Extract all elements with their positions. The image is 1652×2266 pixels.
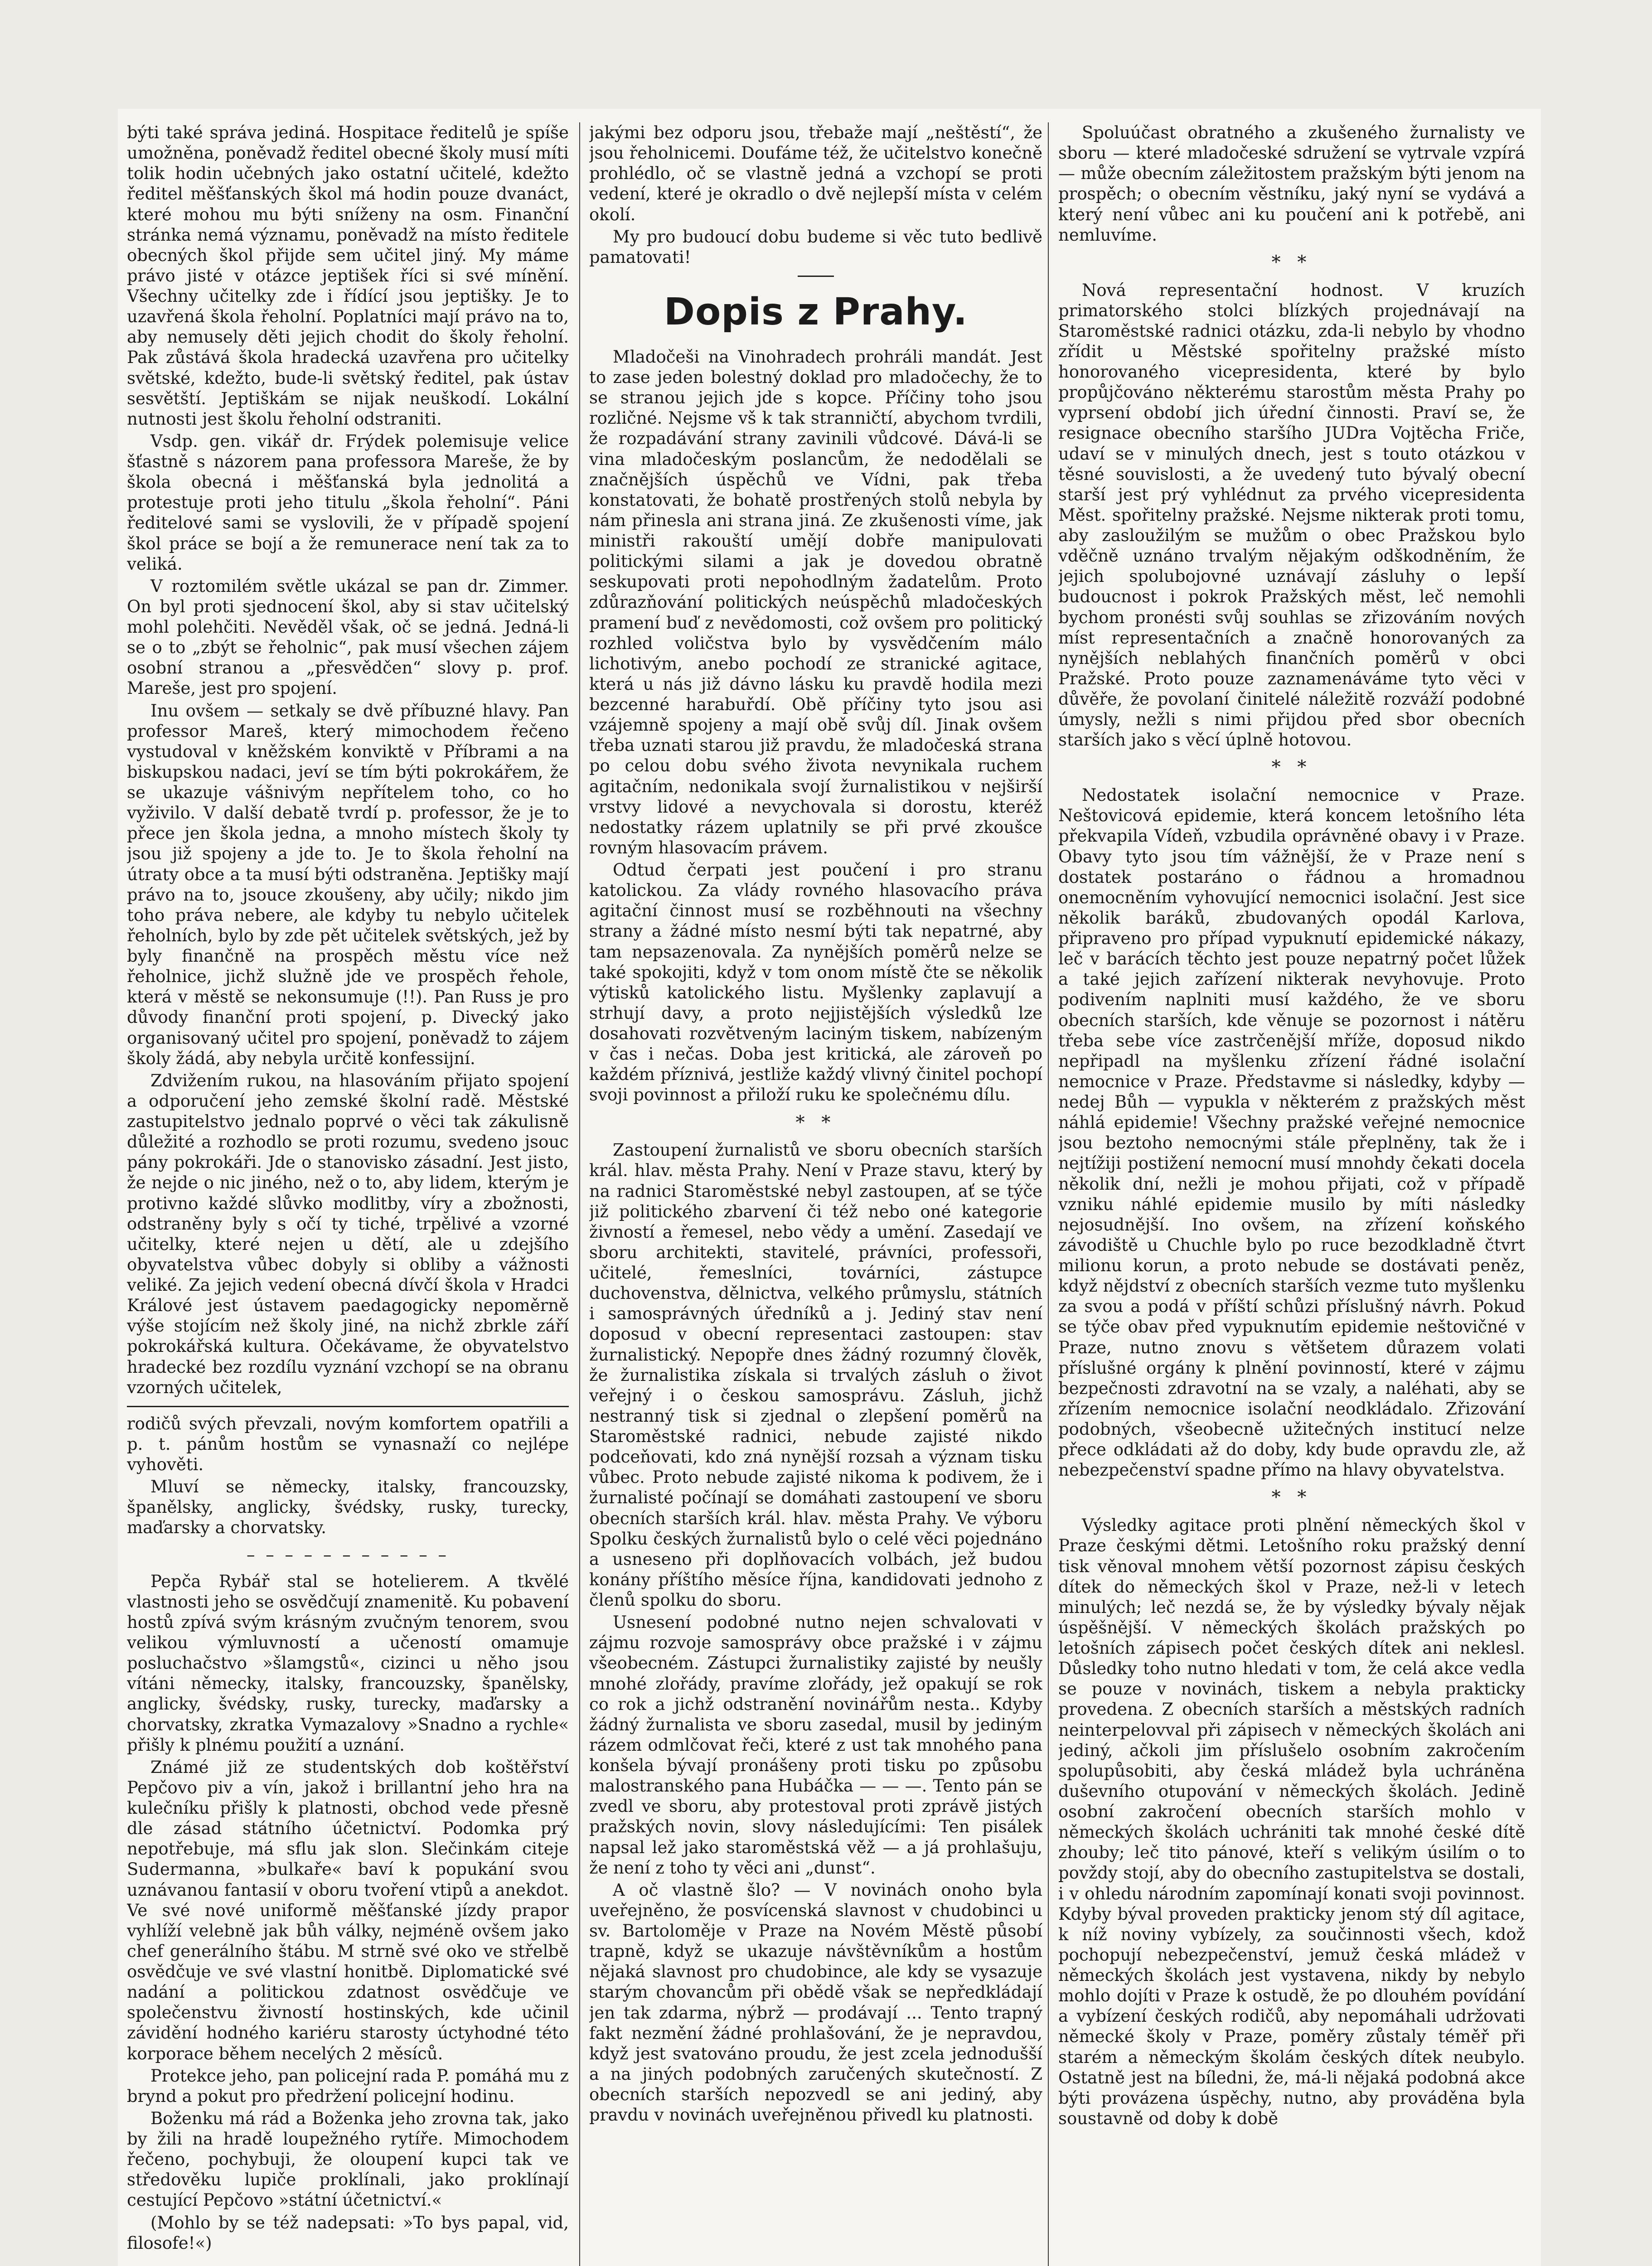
column-middle [589, 122, 1042, 2266]
paragraph: býti také správa jediná. Hospitace ředitelů je spíše umožněna, poněvadž ředitel obecné školy musí míti tolik hodin učebných jako ostatní učitelé, kdežto ředitel měšťanských škol má hodin pouze dvanáct, které mohou mu býti sníženy na osm. Finanční stránka nemá významu, poněvadž na místo ředitele obecných škol přijde sem učitel jiný. My máme právo jisté v otázce jeptišek říci si své mínění. Všechny učitelky zde i řídící jsou jeptišky. Je to uzavřená škola řeholní. Poplatníci mají právo na to, aby nemusely děti jejich chodit do školy řeholní. Pak zůstává škola hradecká uzavřena pro učitelky světské, kdežto, bude-li světský ředitel, pak ústav sesvětští. Jeptiškám se nijak neuškodí. Lokální nutnosti jest školu řeholní odstraniti. [127, 123, 569, 429]
column-divider-left [579, 122, 580, 2266]
section-rule [127, 1406, 569, 1407]
section-stars: * * [1271, 1487, 1312, 1508]
paragraph: Nová representační hodnost. V kruzích primatorského stolci blízkých projednávají na Staroměstské radnici otázku, zda-li nebylo by vhodno zřídit u Městské spořitelny pražské místo honorovaného vicepresidenta, které by bylo propůjčováno některému starostům města Prahy po vyprsení období jich úřední činnosti. Praví se, že resignace obecního staršího JUDra Vojtěcha Friče, udaví se v minulých dnech, jest s touto otázkou v těsné souvislosti, a že uvedený tuto bývalý obecní starší jest prý vyhlédnut za prvého vicepresidenta Měst. spořitelny pražské. Nejsme nikterak proti tomu, aby zasloužilým se mužům o obec Pražskou bylo vděčně uznáno trvalým nějakým odškodněním, že jejich spolubojovné uznávají zásluhy o lepší budoucnost i pokrok Pražských měst, leč nemohli bychom pronésti svůj souhlas se zřizováním nových míst representačních a značně honorovaných za nynějších neblahých finančních poměrů v obci Pražské. Proto pouze zaznamenáváme tyto věci v důvěře, že povolaní činitelé náležitě rozváží podobné úmysly, nežli s nimi přijdou před sbor obecních starších jako s věcí úplně hotovou. [1058, 280, 1525, 750]
paragraph: Známé již ze studentských dob koštěřství Pepčovo piv a vín, jakož i brillantní jeho hra na kulečníku přišly k platnosti, obchod vede přesně dle zásad státního účetnictví. Podomka prý nepotřebuje, má sflu jak slon. Slečinkám citeje Sudermanna, »bulkaře« baví k popukání svou uznávanou fantasií v oboru tvoření vtipů a anekdot. Ve své nové uniformě měšťanské jízdy prapor vyhlíží velebně jak bůh války, nejméně ovšem jako chef generálního štábu. M strně své oko ve střelbě osvědčuje ve své vlastní honitbě. Diplomatické své nadání a politickou zdatnost osvědčuje ve společenstvu živností hostinských, kde učinil závidění hodného kariéru starosty úctyhodné této korporace během necelých 2 měsíců. [127, 1757, 569, 2063]
section-stars: * * [795, 1112, 836, 1133]
paragraph: A oč vlastně šlo? — V novinách onoho byla uveřejněno, že posvícenská slavnost v chudobinci u sv. Bartoloměje v Praze na Novém Městě působí trapně, když se ukazuje návštěvníkům a hostům nějaká slavnost pro chudobince, ale kdy se vysazuje starým chovancům při obědě však se nepředkládají jen tak zdarma, nýbrž — prodávají ... Tento trapný fakt nezmění žádné prohlašování, že je nepravdou, když jest svatováno proudu, že jest zcela jednodušší a na jiných podobných zaručených skutečností. Z obecních starších nepozvedl se ani jediný, aby pravdu v novinách uveřejněnou přivedl ku platnosti. [589, 1880, 1042, 2125]
paragraph: My pro budoucí dobu budeme si věc tuto bedlivě pamatovati! [589, 227, 1042, 267]
column-divider-right [1048, 122, 1049, 2266]
section-stars: * * [1271, 252, 1312, 273]
paragraph: jakými bez odporu jsou, třebaže mají „neštěstí“, že jsou řeholnicemi. Doufáme též, že učitelstvo konečně prohlédlo, oč se vlastně jedná a vzchopí se proti vedení, které je okradlo o dvě nejlepší místa v celém okolí. [589, 123, 1042, 224]
paragraph: Výsledky agitace proti plnění německých škol v Praze českými dětmi. Letošního roku pražský denní tisk věnoval mnohem větší pozornost zápisu českých dítek do německých škol v Praze, než-li v letech minulých; leč nezdá se, že by výsledky bývaly nějak úspěšnější. V německých školách pražských po letošních zápisech počet českých dítek ani neklesl. Důsledky toho nutno hledati v tom, že celá akce vedla se pouze v novinách, tiskem a nebyla prakticky provedena. Z obecních starších a městských radních neinterpelovval při zápisech v německých školách ani jediný, ačkoli jim příslušelo osobním zakročením spolupůsobiti, aby česká mládež byla uchráněna duševního otupování v německých školách. Jedině osobní zakročení obecních starších mohlo v německých školách uchrániti tak mnohé české dítě zhouby; leč tito pánové, kteří s velikým úsilím o to povždy stojí, aby do obecního zastupitelstva se dostali, i v ohledu národním zapomínají konati svoji povinnost. Kdyby býval proveden prakticky jenom stý díl agitace, k níž noviny vybízely, za součinnosti všech, kdož pochopují nebezpečenství, jemuž česká mládež v německých školách jest vystavena, nikdy by nebylo mohlo dojíti v Praze k ostudě, že po dlouhém povídání a vybízení českých rodičů, aby nepomáhali udržovati německé školy v Praze, poměry zůstaly téměř při starém a německým školám českých dítek neubylo. Ostatně jest na bíledni, že, má-li nějaká podobná akce býti provázena úspěchy, nutno, aby prováděna byla soustavně od doby k době [1058, 1516, 1525, 2128]
paragraph: Protekce jeho, pan policejní rada P. pomáhá mu z brynd a pokut pro předržení policejní hodinu. [127, 2066, 569, 2106]
paragraph: V roztomilém světle ukázal se pan dr. Zimmer. On byl proti sjednocení škol, aby si stav učitelský mohl polehčiti. Nevěděl však, oč se jedná. Jedná-li se o to „zbýt se řeholnic“, pak musí všechen zájem osobní stranou a „přesvědčen“ slovy p. prof. Mareše, jest pro spojení. [127, 576, 569, 698]
paragraph: Inu ovšem — setkaly se dvě příbuzné hlavy. Pan professor Mareš, který mimochodem řečeno vystudoval v kněžském konviktě v Příbrami a na biskupskou nadaci, jeví se tím býti pokrokářem, že se ukazuje vášnivým nepřítelem toho, co ho vyživilo. V další debatě tvrdí p. professor, že je to přece jen škola jedna, a mnoho místech školy ty jsou již spojeny a jde to. Je to škola řeholní na útraty obce a ta musí býti odstraněna. Jeptišky mají právo na to, jsouce zkoušeny, aby učily; nikdo jim toho práva nebere, ale kdyby tu nebylo učitelek řeholních, bylo by zde pět učitelek světských, jež by byly finančně na prospěch městu více než řeholnice, jichž služně jde ve prospěch řehole, která v městě se nekonsumuje (!!). Pan Russ je pro důvody finanční proti spojení, p. Divecký jako organisovaný učitel pro spojení, poněvadž to zájem školy žádá, aby nebyla určitě konfessijní. [127, 701, 569, 1068]
paragraph: Pepča Rybář stal se hotelierem. A tkvělé vlastnosti jeho se osvědčují znamenitě. Ku pobavení hostů zpívá svým krásným zvučným tenorem, svou velikou výmluvností a učeností omamuje posluchačstvo »šlamgstů«, cizinci u něho jsou vítáni německy, italsky, francouzsky, španělsky, anglicky, švédsky, rusky, turecky, maďarsky a chorvatsky, zkratka Vymazalovy »Snadno a rychle« přišly k plnému použití a uznání. [127, 1571, 569, 1755]
article-title: Dopis z Prahy. [664, 290, 968, 334]
paragraph: Zastoupení žurnalistů ve sboru obecních starších král. hlav. města Prahy. Není v Praze stavu, který by na radnici Staroměstské nebyl zastoupen, ať se týče již politického zbarvení či též nebo oné kategorie živností a řemesel, nebo vědy a umění. Zasedají ve sboru architekti, stavitelé, právníci, professoři, učitelé, řemeslníci, továrníci, zástupce duchovenstva, dělnictva, velkého průmyslu, státních i samosprávných úředníků a j. Jediný stav není doposud v obecní representaci zastoupen: stav žurnalistický. Nepopře dnes žádný rozumný člověk, že žurnalistika získala si trvalých zásluh o život veřejný i o českou samosprávu. Zásluh, jichž nestranný tisk si zjednal o zlepšení poměrů na Staroměstské radnici, nebude zajisté nikdo podceňovati, kdo zná nynější rozsah a význam tisku vůbec. Proto nebude zajisté nikoma k podivem, že i žurnalisté počínají se domáhati zastoupení ve sboru obecních starších král. hlav. města Prahy. Ve výboru Spolku českých žurnalistů bylo o celé věci pojednáno a usneseno při doplňovacích volbách, jež budou konány příštího měsíce října, kandidovati jednoho z členů spolku do sboru. [589, 1140, 1042, 1610]
paragraph: Vsdp. gen. vikář dr. Frýdek polemisuje velice šťastně s názorem pana professora Mareše, že by škola obecná i měšťanská byla jednolitá a protestuje proti jeho titulu „škola řeholní“. Páni ředitelové sami se vyslovili, že v případě spojení škol práce se bojí a že remunerace není tak za to veliká. [127, 431, 569, 574]
column-right [1058, 122, 1525, 2266]
paragraph: Mladočeši na Vinohradech prohráli mandát. Jest to zase jeden bolestný doklad pro mladočechy, že to se stranou jejich jde s kopce. Příčiny toho jsou rozličné. Nejsme vš k tak stranničtí, abychom tvrdili, že rozpadávání strany zavinili vůdcové. Dává-li se vina mladočeským poslancům, že nedodělali se značnějších úspěchů ve Vídni, pak třeba konstatovati, že bohatě prostřených stolů nebyla by nám přinesla ani strana jiná. Ze zkušenosti víme, jak ministři rakouští umějí dobře manipulovati politickými silami a jak je dovedou obratně seskupovati proti nepohodlným žadatelům. Proto zdůrazňování politických neúspěchů mladočeských pramení buď z nevědomosti, což ovšem pro politický rozhled voličstva bylo by vysvědčením málo lichotivým, anebo pochodí ze stranické agitace, která u nás již dávno lásku ku pravdě hodila mezi bezcenné harabuřdí. Obě příčiny tyto jsou asi vzájemně spojeny a mají obě svůj díl. Jinak ovšem třeba uznati starou již pravdu, že mladočeská strana po celou dobu svého života nevynikala ruchem agitačním, nedonikala svojí žurnalistikou v nejširší vrstvy lidové a nevychovala si dorostu, kteréž nedostatky rázem uplatnily se při prvé zkoušce rovným hlasovacím právem. [589, 347, 1042, 857]
dash-separator: – – – – – – – – – – – [246, 1545, 450, 1564]
paragraph: Spoluúčast obratného a zkušeného žurnalisty ve sboru — které mladočeské sdružení se vytrvale vzpírá — může obecním záležitostem pražským býti jenom na prospěch; o obecním věstníku, jaký nyní se vydává a který není vůbec ani ku poučení ani k potřebě, ani nemluvíme. [1058, 123, 1525, 245]
paragraph: Mluví se německy, italsky, francouzsky, španělsky, anglicky, švédsky, rusky, turecky, maďarsky a chorvatsky. [127, 1477, 569, 1538]
paragraph: Odtud čerpati jest poučení i pro stranu katolickou. Za vlády rovného hlasovacího práva agitační činnost musí se rozběhnouti na všechny strany a žádné místo nesmí býti tak nepatrné, aby tam nepsazenovala. Za nynějších poměrů nelze se také spokojiti, když v tom onom místě čte se několik výtisků katolického listu. Myšlenky zaplavují a strhují davy, a proto nejjistějších výsledků lze dosahovati rozvětveným laciným tiskem, nabízeným v čas i nečas. Doba jest kritická, ale zároveň po každém příznivá, jestliže každý vlivný činitel pochopí svoji povinnost a přiloží ruku ke společnému dílu. [589, 860, 1042, 1105]
column-left [127, 122, 569, 2266]
paragraph: Nedostatek isolační nemocnice v Praze. Neštovicová epidemie, která koncem letošního léta překvapila Vídeň, vzbudila oprávněné obavy i v Praze. Obavy tyto jsou tím vážnější, že v Praze není s dostatek postaráno o řádnou a hromadnou onemocněním vyhovující nemocnici isolační. Jest sice několik baráků, zbudovaných opodál Karlova, připraveno pro případ vypuknutí epidemické nákazy, leč v barácích těchto jest pouze nepatrný počet lůžek a také jejich zařízení nikterak nevyhovuje. Proto podivením naplniti musí každého, že ve sboru obecních starších, kde věnuje se pozornost i nátěru třeba sebe více zastrčenější mříže, doposud nikdo nepřipadl na myšlenku zřízení řádné isolační nemocnice v Praze. Představme si následky, kdyby — nedej Bůh — vypukla v některém z pražských měst náhlá epidemie! Všechny pražské veřejné nemocnice jsou beztoho nemocnými stále přeplněny, tak že i nejtížiji postižení nemocní musí mnohdy čekati docela několik dní, nežli je mohou přijati, což v případě vzniku náhlé epidemie musilo by míti následky nejosudnější. Ino ovšem, na zřízení koňského závodiště u Chuchle bylo po ruce bezodkladně čtvrt milionu korun, a proto nebude se dostávati peněz, když nějdství z obecních starších vezme tuto myšlenku za svou a podá v příští schůzi příslušný návrh. Pokud se týče obav před vypuknutím epidemie neštovičné v Praze, nutno znovu s většetem důrazem volati příslušné orgány k plnění povinností, které v zájmu bezpečnosti zdravotní na se vzaly, a naléhati, aby se zřízením nemocnice isolační neodkládalo. Zřizování podobných, všeobecně užitečných institucí nelze přece odkládati až do doby, kdy bude opravdu zle, až nebezpečenství spadne přímo na hlavy obyvatelstva. [1058, 785, 1525, 1480]
paragraph: Usnesení podobné nutno nejen schvalovati v zájmu rozvoje samosprávy obce pražské i v zájmu všeobecném. Zástupci žurnalistiky zajisté by neušly mnohé zlořády, pravíme zlořády, jež opakují se rok co rok a jichž odstranění novinářům nesta.. Kdyby žádný žurnalista ve sboru zasedal, musil by jediným rázem odmlčovat řeči, které z ust tak mnohého pana konšela bývají pronášeny proti tisku po způsobu malostranského pana Hubáčka — — —. Tento pán se zvedl ve sboru, aby protestoval proti zprávě jistých pražských novin, slovy následujícími: Ten pisálek napsal lež jako staroměstská věž — a já prohlašuju, že není z toho ty věci ani „dunst“. [589, 1612, 1042, 1878]
article-separator [798, 276, 834, 277]
section-stars: * * [1271, 757, 1312, 778]
paragraph: Boženku má rád a Boženka jeho zrovna tak, jako by žili na hradě loupežného rytíře. Mimochodem řečeno, pochybuji, že oloupení kupci tak ve středověku lupiče proklínali, jako proklínají cestující Pepčovo »státní účetnictví.« [127, 2108, 569, 2210]
paragraph: Zdvižením rukou, na hlasováním přijato spojení a odporučení jeho zemské školní radě. Městské zastupitelstvo jednalo poprvé o věci tak zákulisně důležité a rozhodlo se proti rozumu, svedeno jsouc pány pokrokáři. Jde o stanovisko zásadní. Jest jisto, že nejde o nic jiného, než o to, aby lidem, kterým je protivno každé slůvko modlitby, víry a zbožnosti, odstraněny byly s očí ty tiché, trpělivé a vzorné učitelky, které nejen u dětí, ale u zdejšího obyvatelstva vůbec dobyly si obliby a vážnosti veliké. Za jejich vedení obecná dívčí škola v Hradci Králové jest ústavem paedagogicky nepoměrně výše stojícím než školy jiné, na nichž zbrkle září pokrokářská kultura. Očekávame, že obyvatelstvo hradecké bez rozdílu vyznání vzchopí se na obranu vzorných učitelek, [127, 1070, 569, 1397]
paragraph: rodičů svých převzali, novým komfortem opatřili a p. t. pánům hostům se vynasnaží co nejlépe vyhověti. [127, 1414, 569, 1474]
paragraph: (Mohlo by se též nadepsati: »To bys papal, vid, filosofe!«) [127, 2213, 569, 2253]
